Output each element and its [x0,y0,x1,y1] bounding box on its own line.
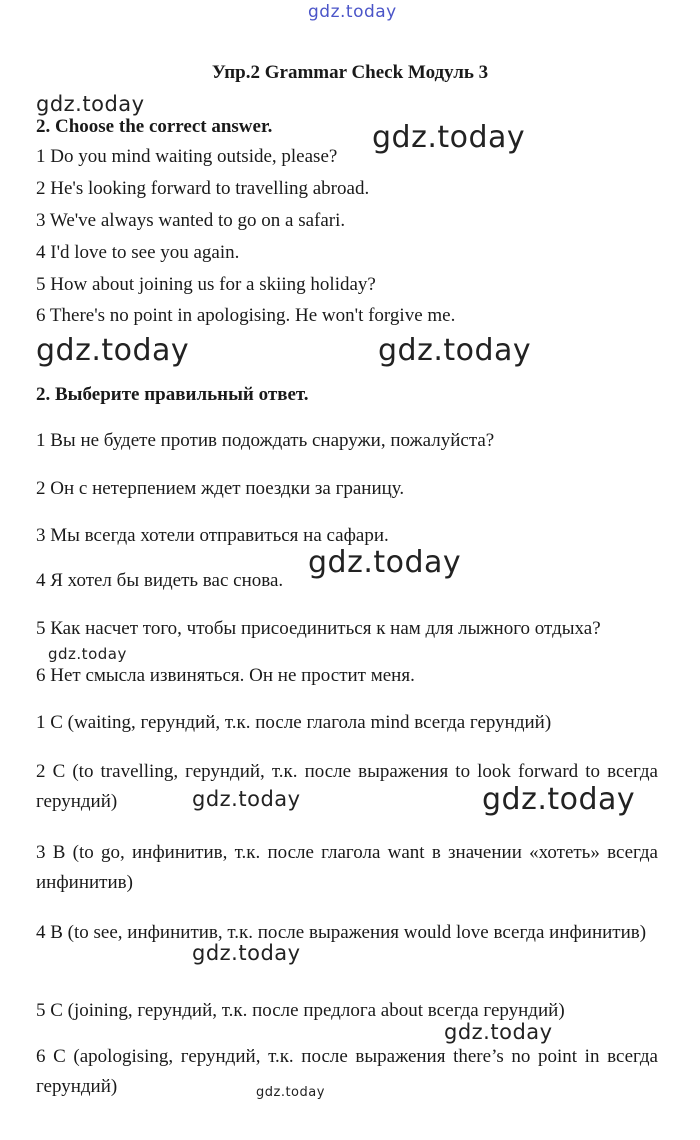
russian-line: 2 Он с нетерпением ждет поездки за границу. [36,478,405,499]
english-line: 4 I'd love to see you again. [36,242,240,263]
english-line: 5 How about joining us for a skiing holiday? [36,274,376,295]
watermark: gdz.today [36,92,145,116]
english-line: 6 There's no point in apologising. He won't forgive me. [36,305,456,326]
watermark: gdz.today [48,645,127,663]
answer-item: 3 В (to go, инфинитив, т.к. после глагола want в значении «хотеть» всегда инфинитив) [36,842,658,893]
answer-item: 1 С (waiting, герундий, т.к. после глагола mind всегда герундий) [36,712,552,733]
watermark: gdz.today [192,787,301,811]
watermark: gdz.today [378,333,532,368]
answer-item: 6 С (apologising, герундий, т.к. после выражения there’s no point in всегда герундий) [36,1046,658,1097]
watermark: gdz.today [192,941,301,965]
russian-line: 1 Вы не будете против подождать снаружи, пожалуйста? [36,430,495,451]
russian-line: 3 Мы всегда хотели отправиться на сафари. [36,525,389,546]
watermark: gdz.today [372,120,526,155]
russian-line: 6 Нет смысла извиняться. Он не простит меня. [36,665,415,686]
russian-line: 4 Я хотел бы видеть вас снова. [36,570,284,591]
russian-heading: 2. Выберите правильный ответ. [36,384,309,405]
watermark: gdz.today [444,1020,553,1044]
answer-item: 2 С (to travelling, герундий, т.к. после выражения to look forward to всегда герундий) [36,761,658,812]
page-title: Упр.2 Grammar Check Модуль 3 [211,62,489,83]
answer-item: 4 В (to see, инфинитив, т.к. после выражения would love всегда инфинитив) [36,922,647,943]
answer-item: 5 С (joining, герундий, т.к. после предлога about всегда герундий) [36,1000,565,1021]
watermark: gdz.today [36,333,190,368]
english-line: 3 We've always wanted to go on a safari. [36,210,346,231]
watermark-top: gdz.today [308,2,397,22]
watermark: gdz.today [256,1085,325,1100]
watermark: gdz.today [482,782,636,817]
russian-line: 5 Как насчет того, чтобы присоединиться к нам для лыжного отдыха? [36,618,601,639]
watermark: gdz.today [308,545,462,580]
english-line: 1 Do you mind waiting outside, please? [36,146,338,167]
english-heading: 2. Choose the correct answer. [36,116,273,137]
english-line: 2 He's looking forward to travelling abroad. [36,178,370,199]
